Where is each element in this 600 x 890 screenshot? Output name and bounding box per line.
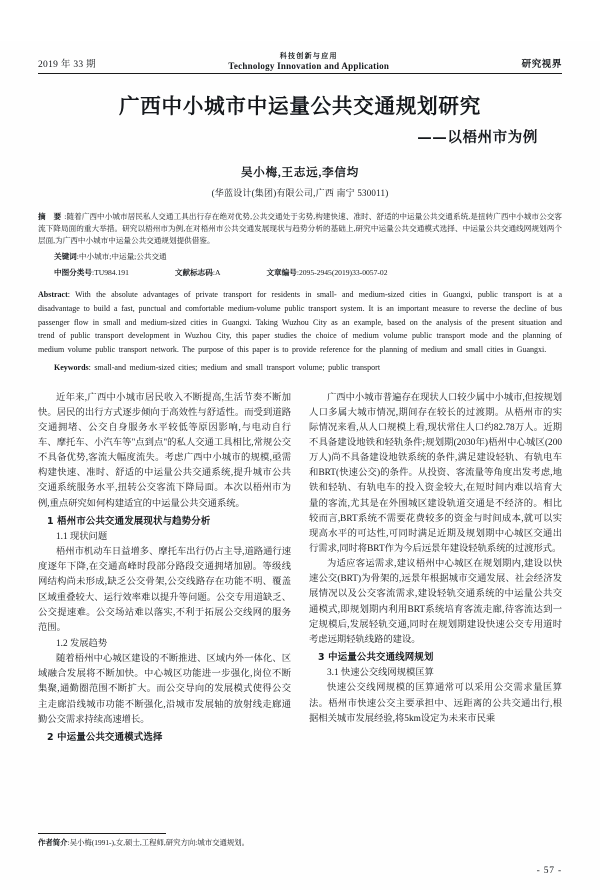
abstract-cn (38, 211, 562, 248)
article-number-value: :2095-2945(2019)33-0057-02 (296, 267, 388, 277)
section-label: 研究视界 (521, 60, 562, 70)
running-head (38, 41, 562, 71)
page-title: 广西中小城市中运量公共交通规划研究 (118, 94, 482, 118)
paragraph: 广西中小城市普遍存在现状人口较少属中小城市,但按规划人口多属大城市情况,期间存在较长的过渡期。从梧州市的实际情况来看,从人口规模上看,现状常住人口约82.78万人。近期不具备建设地铁和轻轨条件;规划期(2030年)梧州中心城区(200万人)尚不具备建设地铁系统的条件,满足建设轻轨、有轨电车和BRT(快速公交)的条件。从投资、客流量等角度出发考虑,地铁和轻轨、有轨电车的投入资金较大,在短时间内难以培育大量的客流,尤其是在外围城区建设轨道交通是不经济的。相比较而言,BRT系统不需要花费较多的资金与时间成本,就可以实现高水平的可达性,可同时满足近期及规划期中心城区交通出行需求,同时将BRT作为今后远景年建设轻轨系统的过渡形式。 (309, 392, 562, 555)
clc-value: :TU984.191 (91, 267, 129, 277)
document-code-value: :A (212, 267, 221, 277)
keywords-cn-label: 关键词 (54, 251, 77, 261)
journal-name-en: Technology Innovation and Application (228, 60, 390, 71)
heading-section-3: 3 中运量公共交通线网规划 (318, 652, 434, 663)
document-code-label: 文献标志码 (174, 267, 213, 277)
heading-section-1-1: 1.1 现状问题 (56, 532, 108, 543)
author-list: 吴小梅,王志远,李信均 (240, 166, 360, 179)
page-number: - 57 - (536, 866, 562, 876)
abstract-cn-text: :随着广西中小城市居民私人交通工具出行存在绝对优势,公共交通处于劣势,构建快速、准时、舒适的中运量公共交通系统,是扭转广西中小城市公交客流下降局面的重大举措。研究以梧州市为例,在对梧州市公共交通发展现状与趋势分析的基础上,研究中运量公共交通模式选择、中运量公共交通线网规划两个层面,为广西中小城市中运量公共交通规划提供借鉴。 (38, 211, 562, 246)
keywords-en (38, 361, 562, 375)
publication-meta (38, 267, 562, 279)
clc-number (38, 267, 129, 279)
document-page (0, 41, 600, 890)
paragraph: 随着梧州中心城区建设的不断推进、区域内外一体化、区域融合发展将不断加快。中心城区功能进一步强化,岗位不断集聚,通勤圈范围不断扩大。而公交导向的发展模式使得公交主走廊沿线城市功能不断强化,沿城市发展轴的放射线走廊通勤公交需求持续高速增长。 (38, 654, 291, 725)
keywords-cn (38, 251, 562, 263)
paragraph: 近年来,广西中小城市居民收入不断提高,生活节奏不断加快。居民的出行方式逐步倾向于高效性与舒适性。而受到道路交通拥堵、公交自身服务水平较低等原因影响,与电动自行车、摩托车、小汽车等"点到点"的私人交通工具相比,常规公交不具备优势,客流大幅度流失。考虑广西中小城市的规模,亟需构建快速、准时、舒适的中运量公共交通系统,提升城市公共交通系统服务水平,扭转公交客流下降局面。本次以梧州市为例,重点研究如何构建适宜的中运量公共交通系统。 (38, 392, 291, 509)
abstract-en (38, 288, 562, 357)
footnote-label: 作者简介 (38, 837, 68, 847)
issue-label: 2019 年 33 期 (38, 60, 96, 70)
journal-masthead (96, 52, 522, 71)
title-block (56, 94, 544, 199)
affiliation: (华蓝设计(集团)有限公司,广西 南宁 530011) (211, 187, 389, 198)
clc-label: 中图分类号 (54, 267, 92, 277)
author-biography-footnote (38, 833, 562, 848)
journal-name-cn: 科技创新与应用 (279, 51, 338, 61)
article-number-label: 文章编号 (266, 267, 297, 277)
paragraph: 梧州市机动车日益增多、摩托车出行仍占主导,道路通行速度逐年下降,在交通高峰时段部分路段交通拥堵加剧。等级线网结构尚未形成,缺乏公交骨架,公交线路存在功能不明、覆盖区域重叠较大、运行效率难以提升等问题。公交专用道缺乏、公交提速难。公交场站难以落实,不利于拓展公交线网的服务范围。 (38, 547, 291, 633)
column-left (38, 391, 291, 747)
abstract-cn-block (38, 211, 562, 279)
footnote-divider (38, 833, 166, 834)
article-number (250, 267, 387, 279)
body-columns (38, 391, 562, 747)
heading-section-2: 2 中运量公共交通模式选择 (47, 731, 163, 743)
footnote-body: :吴小梅(1991-),女,硕士,工程师,研究方向:城市交通规划。 (67, 837, 250, 847)
paragraph: 为适应客运需求,建议梧州中心城区在规划期内,建设以快速公交(BRT)为骨架的,远景年根据城市交通发展、社会经济发展情况以及公交客流需求,建设轻轨交通系统的中运量公共交通模式,即规划期内利用BRT系统培育客流走廊,待客流达到一定规模后,发展轻轨交通,同时在规划期建设快速公交专用道时考虑远期轻轨线路的建设。 (309, 559, 562, 645)
paragraph: 快速公交线网规模的匡算通常可以采用公交需求量匡算法。梧州市快速公交主要承担中、远距离的公共交通出行,根据相关城市发展经验,将5km设定为未来市民乘 (309, 683, 562, 724)
keywords-en-label: Keywords (54, 362, 89, 372)
keywords-cn-text: :中小城市;中运量;公共交通 (76, 251, 167, 261)
abstract-en-block (38, 288, 562, 375)
header-divider (38, 73, 562, 74)
abstract-cn-label: 摘 要 (38, 211, 65, 221)
heading-section-1: 1 梧州市公共交通发展现状与趋势分析 (47, 515, 211, 527)
document-code (159, 267, 221, 279)
abstract-en-label: Abstract (38, 290, 68, 300)
abstract-en-text: : With the absolute advantages of private transport for residents in small- and medium-sized cities in Guangxi, public transport is at a disadvantage to build a fast, punctual and comfortable medium-volume public transport system. It is an important measure to reverse the decline of bus passenger flow in small and medium-sized cities in Guangxi. Taking Wuzhou City as an example, based on the analysis of the present situation and trend of public transport development in Wuzhou City, this paper studies the choice of medium volume public transport mode and the planning of medium volume public transport network. The purpose of this paper is to provide reference for the planning of medium and small cities in Guangxi. (38, 290, 562, 355)
page-subtitle: ——以梧州市为例 (417, 128, 538, 146)
column-right (309, 391, 562, 747)
footnote-text (38, 837, 562, 848)
heading-section-3-1: 3.1 快速公交线网规模匡算 (327, 668, 434, 679)
heading-section-1-2: 1.2 发展趋势 (56, 639, 108, 650)
keywords-en-text: : small-and medium-sized cities; medium and small transport volume; public transport (88, 362, 381, 372)
